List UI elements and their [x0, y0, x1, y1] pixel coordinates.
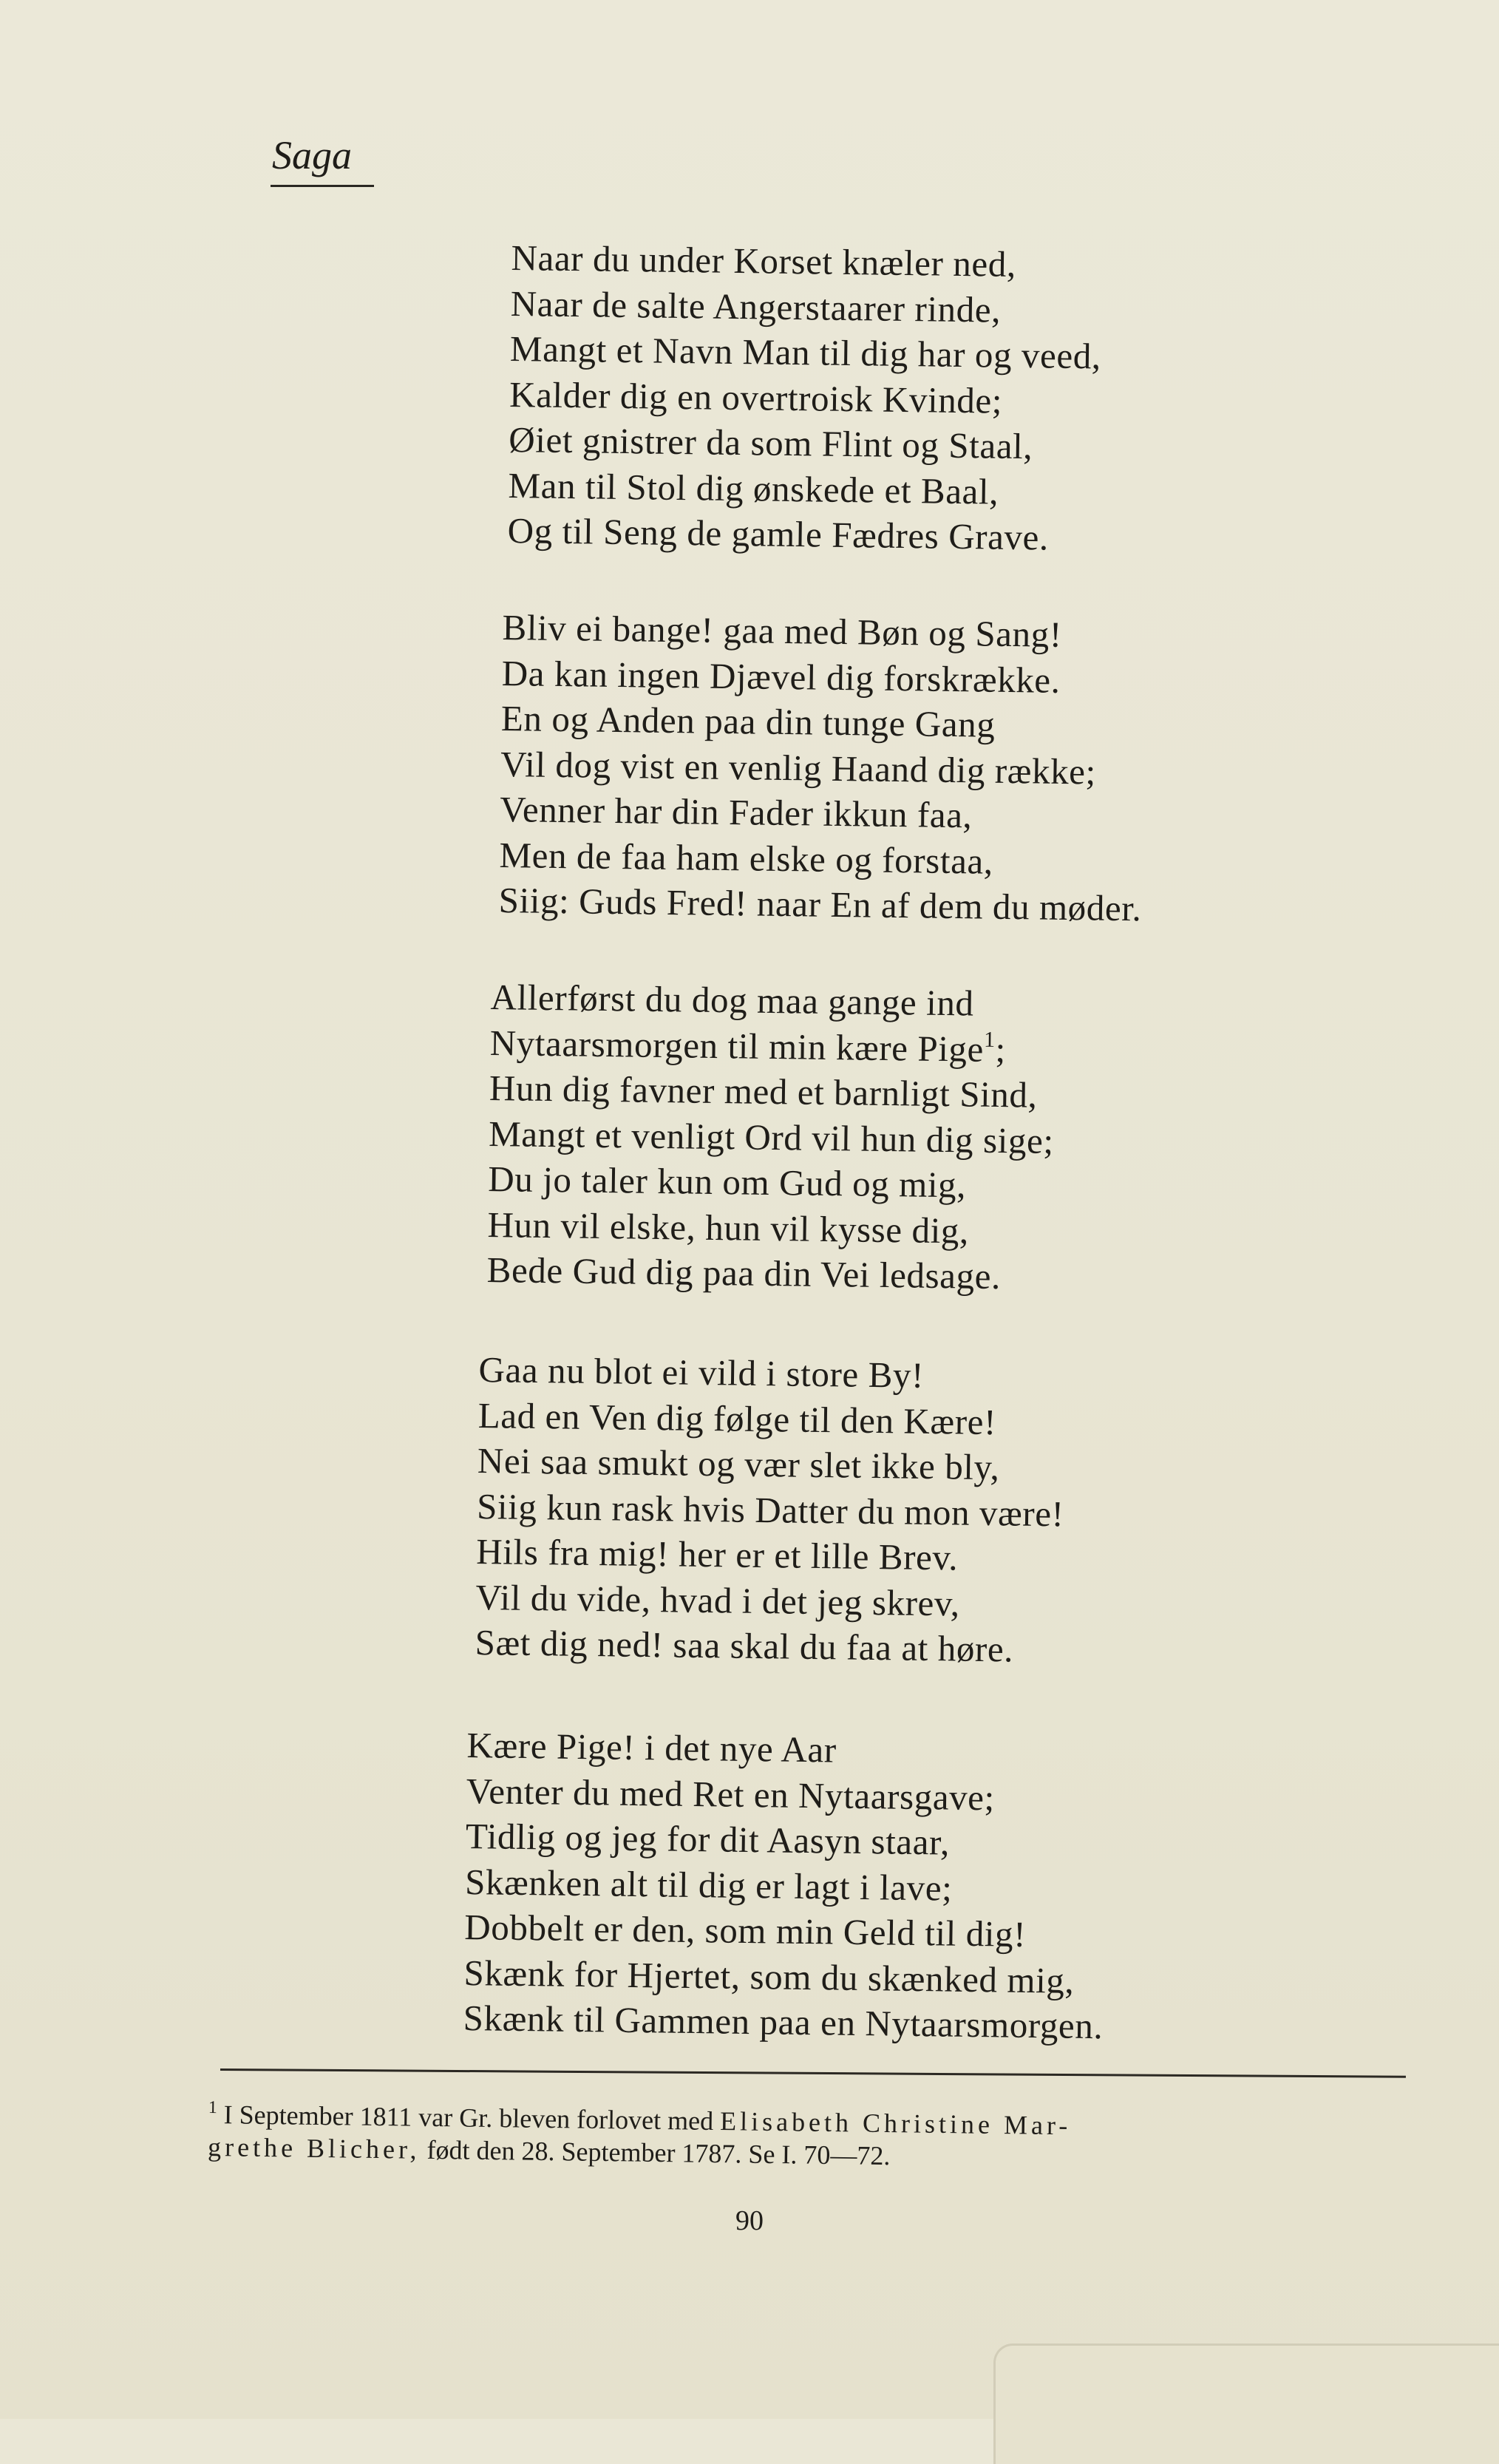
footnote-name: grethe Blicher, — [207, 2131, 421, 2165]
verse-text: Nytaarsmorgen til min kære Pige — [489, 1022, 985, 1070]
verse-line: Skænk for Hjertet, som du skænked mig, — [463, 1952, 1075, 2001]
next-page-edge — [993, 2343, 1499, 2464]
verse-line: Lad en Ven dig følge til den Kære! — [477, 1394, 997, 1442]
verse-line: Kalder dig en overtroisk Kvinde; — [509, 373, 1003, 421]
verse-line: Kære Pige! i det nye Aar — [466, 1724, 837, 1771]
verse-line: Tidlig og jeg for dit Aasyn staar, — [465, 1815, 951, 1863]
verse-line: Dobbelt er den, som min Geld til dig! — [464, 1906, 1027, 1955]
verse-line: Siig: Guds Fred! naar En af dem du møder. — [498, 879, 1142, 929]
stanza-3 — [486, 974, 1499, 1307]
footnote-reference[interactable]: 1 — [983, 1027, 996, 1052]
verse-line: Bede Gud dig paa din Vei ledsage. — [486, 1249, 1002, 1297]
verse-line: Hun vil elske, hun vil kysse dig, — [487, 1204, 970, 1251]
footnote-name: Elisabeth Christine Mar- — [719, 2106, 1072, 2141]
page-number: 90 — [735, 2205, 764, 2236]
verse-line: Vil dog vist en venlig Haand dig række; — [500, 743, 1097, 793]
verse-line: Hun dig favner med et barnligt Sind, — [489, 1067, 1038, 1116]
stanza-1 — [507, 235, 1499, 568]
verse-line: Vil du vide, hvad i det jeg skrev, — [475, 1576, 961, 1624]
verse-line: Skænken alt til dig er lagt i lave; — [464, 1861, 953, 1909]
verse-line: Øiet gnistrer da som Flint og Staal, — [509, 418, 1033, 467]
verse-line: Bliv ei bange! gaa med Bøn og Sang! — [502, 606, 1063, 655]
verse-line: Mangt et Navn Man til dig har og veed, — [509, 327, 1102, 377]
verse-line: Men de faa ham elske og forstaa, — [499, 834, 994, 882]
verse-line: Man til Stol dig ønskede et Baal, — [508, 464, 999, 512]
verse-line: Gaa nu blot ei vild i store By! — [478, 1348, 925, 1396]
verse-line: Og til Seng de gamle Fædres Grave. — [507, 509, 1050, 558]
footnote-text: I September 1811 var Gr. bleven forlovet med — [223, 2100, 714, 2136]
verse-line: Venner har din Fader ikkun faa, — [500, 788, 973, 836]
stanza-2 — [498, 605, 1499, 937]
verse-line: Skænk til Gammen paa en Nytaarsmorgen. — [463, 1997, 1104, 2047]
footnote-text: født den 28. September 1787. Se I. 70—72. — [426, 2134, 891, 2171]
verse-line: Allerførst du dog maa gange ind — [490, 976, 974, 1024]
verse-punctuation: ; — [995, 1028, 1007, 1070]
verse-line: Siig kun rask hvis Datter du mon være! — [476, 1485, 1064, 1534]
footnote-marker: 1 — [208, 2098, 217, 2118]
running-title: Saga — [272, 133, 352, 177]
verse-line: Nei saa smukt og vær slet ikke bly, — [477, 1439, 1000, 1488]
verse-line: Mangt et venligt Ord vil hun dig sige; — [488, 1113, 1055, 1161]
verse-line: En og Anden paa din tunge Gang — [500, 697, 996, 745]
stanza-4 — [475, 1347, 1499, 1680]
verse-line: Da kan ingen Djævel dig forskrække. — [501, 652, 1061, 701]
stanza-5 — [463, 1723, 1499, 2055]
verse-line: Sæt dig ned! saa skal du faa at høre. — [475, 1621, 1014, 1670]
verse-line: Du jo taler kun om Gud og mig, — [488, 1158, 967, 1206]
verse-line: Naar de salte Angerstaarer rinde, — [510, 282, 1002, 330]
verse-line: Hils fra mig! her er et lille Brev. — [476, 1530, 959, 1578]
verse-line: Naar du under Korset knæler ned, — [511, 237, 1017, 285]
verse-line: Venter du med Ret en Nytaarsgave; — [466, 1770, 996, 1818]
